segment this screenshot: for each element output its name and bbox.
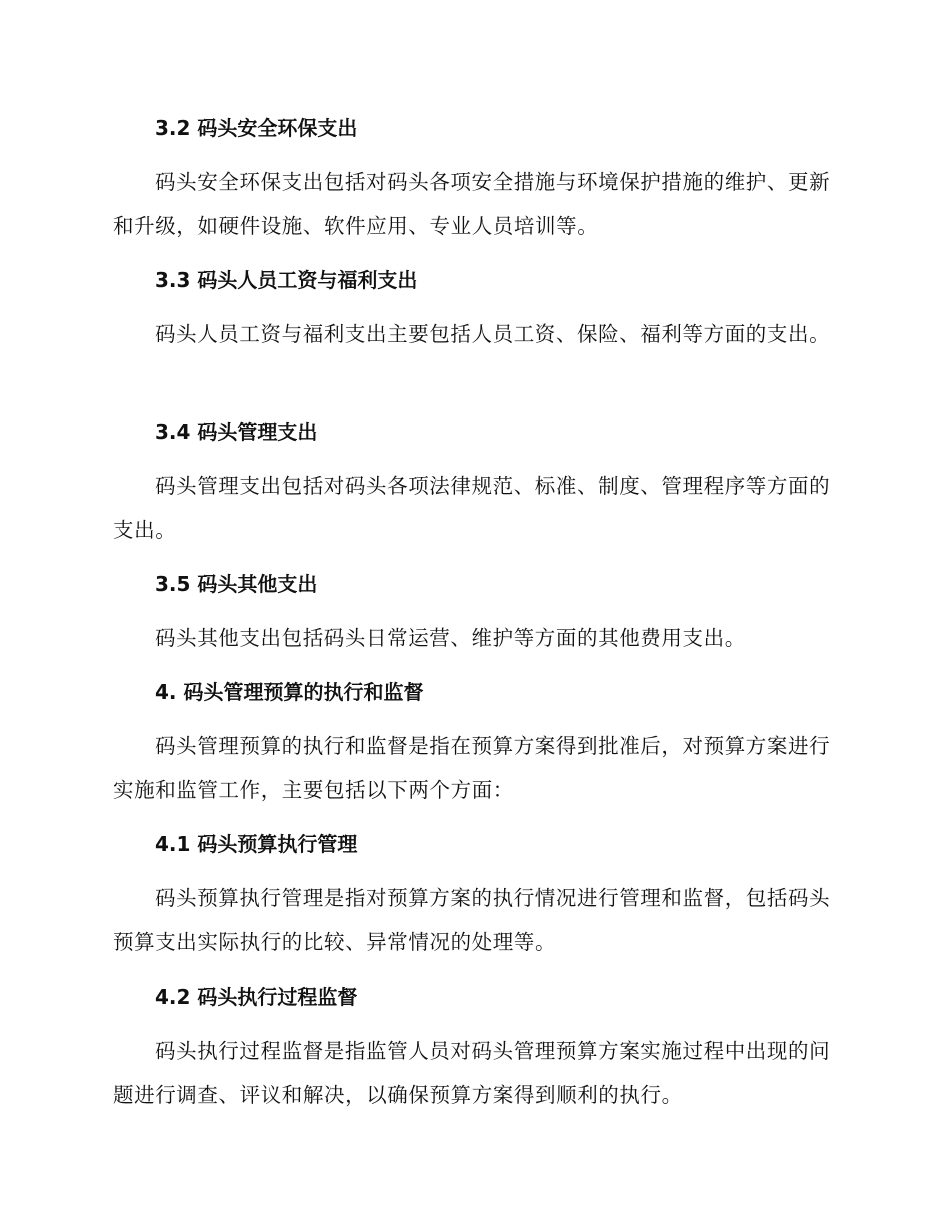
section-body-4-1: 码头预算执行管理是指对预算方案的执行情况进行管理和监督，包括码头预算支出实际执行的比较、异常情况的处理等。	[113, 886, 831, 954]
section-body-3-3: 码头人员工资与福利支出主要包括人员工资、保险、福利等方面的支出。	[155, 322, 831, 346]
section-body-4: 码头管理预算的执行和监督是指在预算方案得到批准后，对预算方案进行实施和监管工作，主要包括以下两个方面：	[113, 734, 831, 802]
section-heading-3-4: 3.4 码头管理支出	[155, 420, 318, 444]
section-body-3-2: 码头安全环保支出包括对码头各项安全措施与环境保护措施的维护、更新和升级，如硬件设施、软件应用、专业人员培训等。	[113, 170, 831, 238]
section-heading-4-2: 4.2 码头执行过程监督	[155, 985, 358, 1009]
section-heading-4-1: 4.1 码头预算执行管理	[155, 832, 358, 856]
section-heading-3-5: 3.5 码头其他支出	[155, 572, 318, 596]
section-heading-3-2: 3.2 码头安全环保支出	[155, 116, 358, 140]
section-heading-3-3: 3.3 码头人员工资与福利支出	[155, 268, 418, 292]
section-body-4-2: 码头执行过程监督是指监管人员对码头管理预算方案实施过程中出现的问题进行调查、评议和解决，以确保预算方案得到顺利的执行。	[113, 1039, 831, 1107]
section-heading-4: 4. 码头管理预算的执行和监督	[155, 680, 424, 704]
section-body-3-5: 码头其他支出包括码头日常运营、维护等方面的其他费用支出。	[155, 626, 746, 650]
section-body-3-4: 码头管理支出包括对码头各项法律规范、标准、制度、管理程序等方面的支出。	[113, 474, 831, 542]
